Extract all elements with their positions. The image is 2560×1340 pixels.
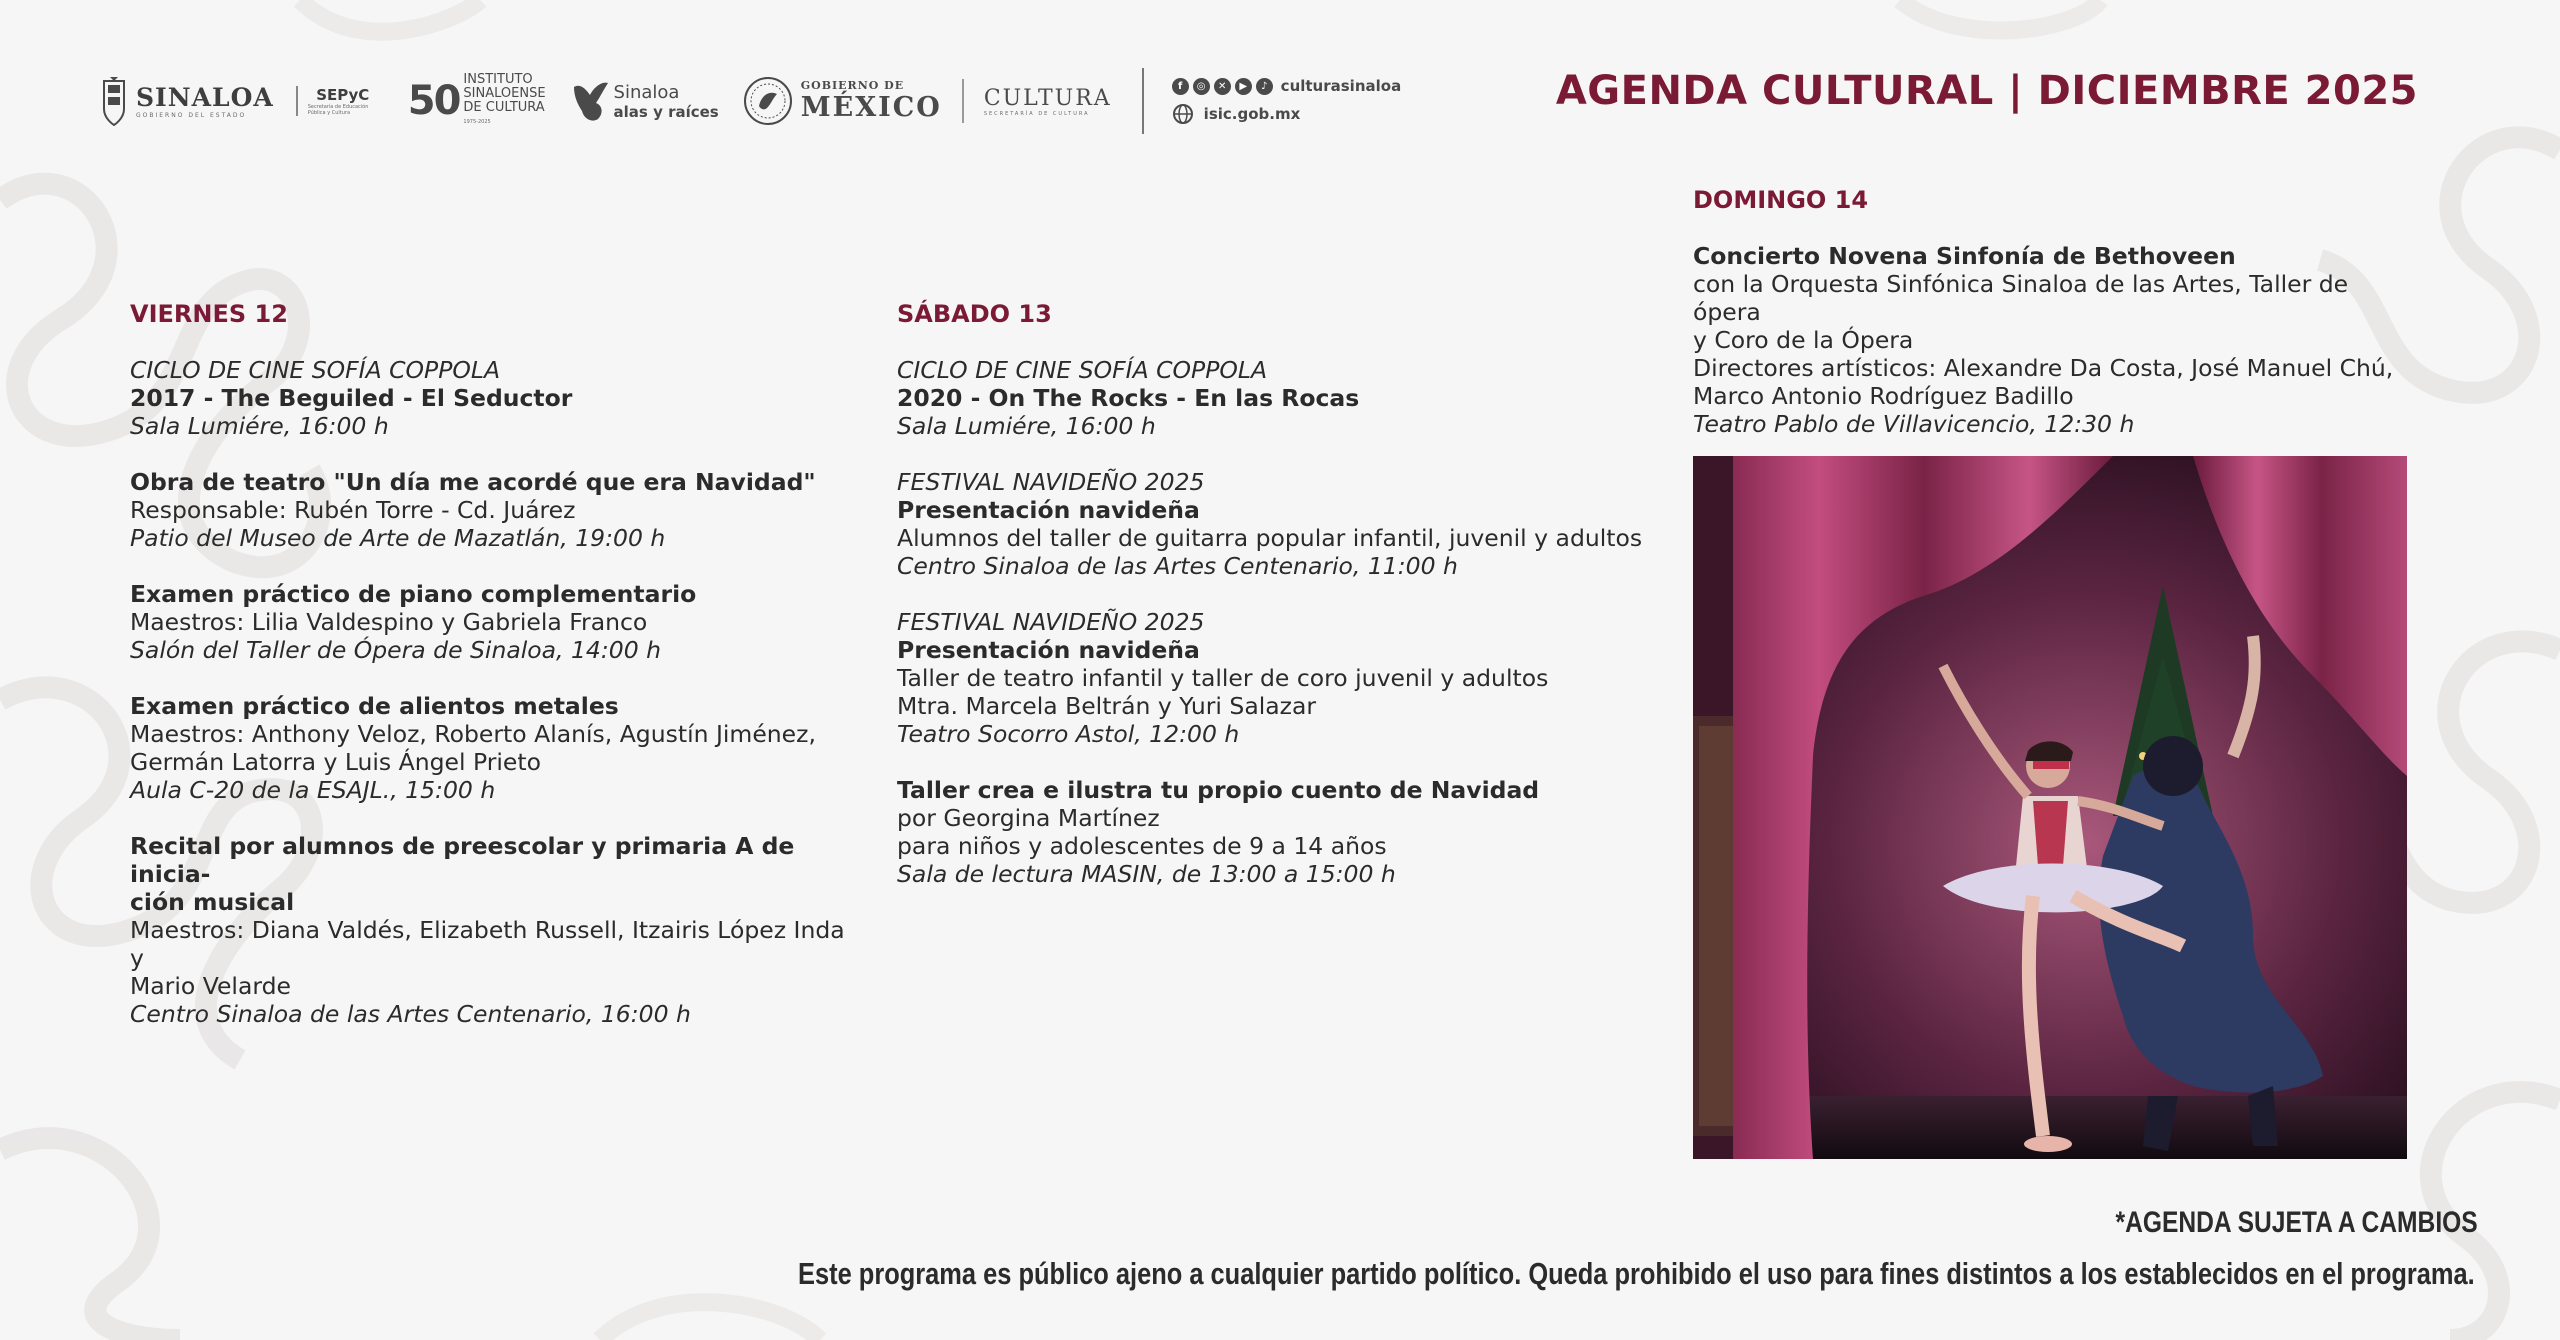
isic-logo[interactable] bbox=[408, 73, 546, 129]
isic-logo-line1: INSTITUTO bbox=[463, 72, 533, 87]
header-divider bbox=[1142, 68, 1144, 134]
event-item bbox=[130, 692, 860, 804]
event-venue: Sala de lectura MASIN, de 13:00 a 15:00 h bbox=[897, 860, 1396, 888]
sinaloa-alas-logo[interactable] bbox=[572, 79, 719, 123]
event-detail: Marco Antonio Rodríguez Badillo bbox=[1693, 382, 2074, 410]
bird-icon bbox=[572, 79, 610, 123]
disclaimer-text: *AGENDA SUJETA A CAMBIOS bbox=[2115, 1206, 2478, 1239]
event-item bbox=[897, 356, 1657, 440]
event-detail: para niños y adolescentes de 9 a 14 años bbox=[897, 832, 1387, 860]
page-title: AGENDA CULTURAL | DICIEMBRE 2025 bbox=[1555, 68, 2418, 114]
ballet-photo bbox=[1693, 456, 2407, 1159]
event-title: Presentación navideña bbox=[897, 496, 1200, 524]
social-handle-row[interactable] bbox=[1172, 77, 1402, 95]
event-detail: Germán Latorra y Luis Ángel Prieto bbox=[130, 748, 541, 776]
sinaloa-logo-name: SINALOA bbox=[136, 83, 274, 112]
isic-logo-number: 50 bbox=[407, 78, 460, 124]
alas-logo-line1: Sinaloa bbox=[613, 81, 680, 103]
instagram-icon[interactable]: ◎ bbox=[1193, 78, 1210, 95]
column-sunday bbox=[1693, 186, 2423, 466]
event-venue: Teatro Socorro Astol, 12:00 h bbox=[897, 720, 1240, 748]
mexico-logo-line2: MÉXICO bbox=[800, 92, 942, 123]
sinaloa-logo-sub: GOBIERNO DEL ESTADO bbox=[136, 112, 247, 119]
sepyc-logo[interactable] bbox=[296, 86, 378, 116]
event-detail: con la Orquesta Sinfónica Sinaloa de las Artes, Taller de ópera bbox=[1693, 270, 2349, 326]
x-icon[interactable]: ✕ bbox=[1214, 78, 1231, 95]
event-item bbox=[897, 608, 1657, 748]
tiktok-icon[interactable]: ♪ bbox=[1256, 78, 1273, 95]
event-detail: Directores artísticos: Alexandre Da Costa, José Manuel Chú, bbox=[1693, 354, 2394, 382]
sinaloa-shield-icon bbox=[100, 75, 128, 127]
sinaloa-logo[interactable] bbox=[100, 75, 274, 127]
event-venue: Patio del Museo de Arte de Mazatlán, 19:00 h bbox=[130, 524, 666, 552]
youtube-icon[interactable]: ▶ bbox=[1235, 78, 1252, 95]
event-detail: Maestros: Anthony Veloz, Roberto Alanís, Agustín Jiménez, bbox=[130, 720, 816, 748]
event-item bbox=[1693, 242, 2423, 438]
social-handle[interactable]: culturasinaloa bbox=[1280, 77, 1402, 95]
event-venue: Centro Sinaloa de las Artes Centenario, 16:00 h bbox=[130, 1000, 691, 1028]
event-detail: Maestros: Diana Valdés, Elizabeth Russell, Itzairis López Inda y bbox=[130, 916, 845, 972]
event-detail: por Georgina Martínez bbox=[897, 804, 1160, 832]
event-title: Taller crea e ilustra tu propio cuento de Navidad bbox=[897, 776, 1540, 804]
event-category: FESTIVAL NAVIDEÑO 2025 bbox=[897, 608, 1205, 636]
event-detail: y Coro de la Ópera bbox=[1693, 326, 1914, 354]
event-venue: Centro Sinaloa de las Artes Centenario, 11:00 h bbox=[897, 552, 1458, 580]
event-category: CICLO DE CINE SOFÍA COPPOLA bbox=[130, 356, 501, 384]
event-title: Recital por alumnos de preescolar y primaria A de inicia- bbox=[130, 832, 795, 888]
event-title: Concierto Novena Sinfonía de Bethoveen bbox=[1693, 242, 2236, 270]
event-title: ción musical bbox=[130, 888, 295, 916]
event-detail: Maestros: Lilia Valdespino y Gabriela Franco bbox=[130, 608, 648, 636]
event-category: FESTIVAL NAVIDEÑO 2025 bbox=[897, 468, 1205, 496]
event-item bbox=[897, 776, 1657, 888]
cultura-logo[interactable] bbox=[964, 86, 1112, 117]
event-detail: Alumnos del taller de guitarra popular infantil, juvenil y adultos bbox=[897, 524, 1643, 552]
event-item bbox=[897, 468, 1657, 580]
sepyc-logo-sub: Secretaría de Educación Pública y Cultura bbox=[307, 104, 369, 116]
event-item bbox=[130, 356, 860, 440]
isic-logo-line2: SINALOENSE bbox=[463, 86, 546, 101]
event-title: Examen práctico de piano complementario bbox=[130, 580, 697, 608]
cultura-logo-sub: SECRETARÍA DE CULTURA bbox=[983, 110, 1090, 117]
event-venue: Teatro Pablo de Villavicencio, 12:30 h bbox=[1693, 410, 2135, 438]
event-detail: Mario Velarde bbox=[130, 972, 291, 1000]
event-venue: Aula C-20 de la ESAJL., 15:00 h bbox=[130, 776, 496, 804]
event-category: CICLO DE CINE SOFÍA COPPOLA bbox=[897, 356, 1268, 384]
isic-logo-years: 1975-2025 bbox=[463, 119, 491, 125]
column-saturday bbox=[897, 300, 1657, 916]
event-item bbox=[130, 580, 860, 664]
facebook-icon[interactable]: f bbox=[1172, 78, 1189, 95]
event-title: 2020 - On The Rocks - En las Rocas bbox=[897, 384, 1360, 412]
alas-logo-line2: alas y raíces bbox=[613, 102, 719, 121]
day-heading-friday: VIERNES 12 bbox=[130, 300, 288, 328]
globe-icon bbox=[1172, 103, 1194, 125]
event-title: Examen práctico de alientos metales bbox=[130, 692, 619, 720]
day-heading-saturday: SÁBADO 13 bbox=[897, 300, 1052, 328]
event-title: Obra de teatro "Un día me acordé que era Navidad" bbox=[130, 468, 816, 496]
footer-legal-text: Este programa es público ajeno a cualquier partido político. Queda prohibido el uso para fines distintos a los establecidos en el programa. bbox=[798, 1256, 2475, 1291]
column-friday bbox=[130, 300, 860, 1056]
event-detail: Mtra. Marcela Beltrán y Yuri Salazar bbox=[897, 692, 1317, 720]
event-item bbox=[130, 832, 860, 1028]
social-links bbox=[1172, 77, 1402, 125]
gobierno-mexico-logo[interactable] bbox=[743, 76, 964, 126]
event-title: 2017 - The Beguiled - El Seductor bbox=[130, 384, 573, 412]
isic-logo-line3: DE CULTURA bbox=[463, 100, 545, 115]
event-detail: Taller de teatro infantil y taller de coro juvenil y adultos bbox=[897, 664, 1549, 692]
website-link[interactable]: isic.gob.mx bbox=[1203, 105, 1301, 123]
event-item bbox=[130, 468, 860, 552]
website-row[interactable] bbox=[1172, 103, 1402, 125]
event-venue: Salón del Taller de Ópera de Sinaloa, 14:00 h bbox=[130, 636, 662, 664]
mexico-logo-line1: GOBIERNO DE bbox=[800, 79, 905, 92]
event-detail: Responsable: Rubén Torre - Cd. Juárez bbox=[130, 496, 576, 524]
header-logos bbox=[100, 66, 1401, 136]
cultura-logo-name: CULTURA bbox=[983, 85, 1112, 111]
event-venue: Sala Lumiére, 16:00 h bbox=[130, 412, 389, 440]
sepyc-logo-name: SEPyC bbox=[316, 86, 370, 104]
event-venue: Sala Lumiére, 16:00 h bbox=[897, 412, 1156, 440]
day-heading-sunday: DOMINGO 14 bbox=[1693, 186, 1869, 214]
event-title: Presentación navideña bbox=[897, 636, 1200, 664]
mexico-seal-icon bbox=[743, 76, 793, 126]
